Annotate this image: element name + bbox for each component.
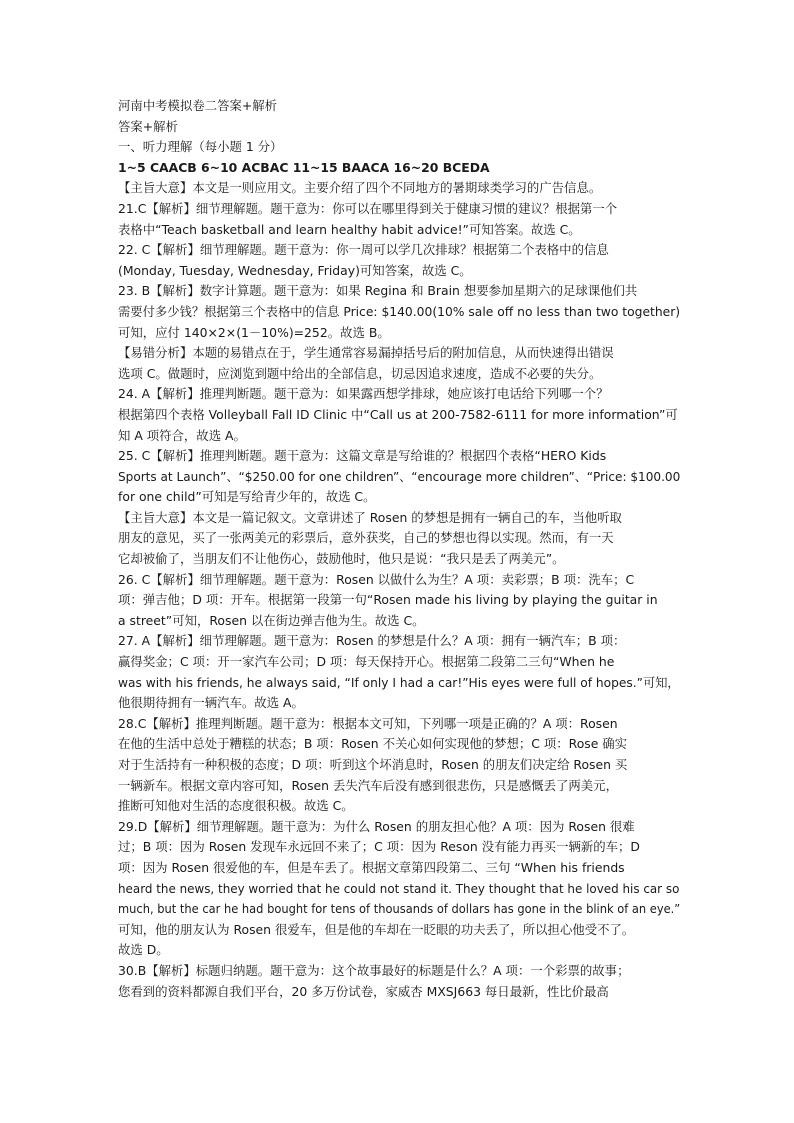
- text-line: (Monday, Tuesday, Wednesday, Friday)可知答案，故选 C。: [118, 262, 472, 278]
- text-line: 23. B【解析】数字计算题。题干意为：如果 Regina 和 Brain 想要参加星期六的足球课他们共: [118, 283, 638, 299]
- text-line: 赢得奖金；C 项：开一家汽车公司；D 项：每天保持开心。根据第二段第二三句“When he: [118, 654, 615, 670]
- text-line: 28.C【解析】推理判断题。题干意为：根据本文可知，下列哪一项是正确的？A 项：Rosen: [118, 715, 618, 731]
- text-line: 推断可知他对生活的态度很积极。故选 C。: [118, 798, 354, 814]
- text-line: 它却被偷了，当朋友们不让他伤心，鼓励他时，他只是说：“我只是丢了两美元”。: [118, 551, 565, 567]
- text-line: 他很期待拥有一辆汽车。故选 A。: [118, 695, 304, 711]
- text-line: 可知，应付 140×2×(1－10%)=252。故选 B。: [118, 324, 390, 340]
- text-line: 项：弹吉他；D 项：开车。根据第一段第一句“Rosen made his living by playing the guitar in: [118, 592, 658, 608]
- text-line: a street”可知，Rosen 以在街边弹吉他为生。故选 C。: [118, 612, 425, 628]
- text-line: Sports at Launch”、“$250.00 for one children”、“encourage more children”、“Price: $100.00: [118, 468, 681, 484]
- text-line: 26. C【解析】细节理解题。题干意为：Rosen 以做什么为生？A 项：卖彩票；B 项：洗车；C: [118, 571, 635, 587]
- text-line: 25. C【解析】推理判断题。题干意为：这篇文章是写给谁的？根据四个表格“HERO Kids: [118, 448, 607, 464]
- text-line: for one child”可知是写给青少年的，故选 C。: [118, 489, 376, 505]
- text-line: 根据第四个表格 Volleyball Fall ID Clinic 中“Call us at 200-7582-6111 for more information”可: [118, 406, 678, 422]
- text-line: 24. A【解析】推理判断题。题干意为：如果露西想学排球，她应该打电话给下列哪一个？: [118, 386, 609, 402]
- section-subtitle: 答案+解析: [118, 118, 178, 134]
- text-line: 在他的生活中总处于糟糕的状态；B 项：Rosen 不关心如何实现他的梦想；C 项：Rose 确实: [118, 736, 628, 752]
- text-line: was with his friends, he always said, “If only I had a car!”His eyes were full of hopes.”可知，: [118, 674, 680, 690]
- text-line: much, but the car he had bought for tens of thousands of dollars has gone in the blink of an eye.”: [118, 901, 681, 917]
- text-line: 知 A 项符合，故选 A。: [118, 427, 246, 443]
- text-line: 【主旨大意】本文是一则应用文。主要介绍了四个不同地方的暑期球类学习的广告信息。: [118, 180, 602, 196]
- section-heading: 一、听力理解（每小题 1 分）: [118, 139, 283, 155]
- text-line: 表格中“Teach basketball and learn healthy habit advice!”可知答案。故选 C。: [118, 221, 581, 237]
- text-line: 【易错分析】本题的易错点在于，学生通常容易漏掉括号后的附加信息，从而快速得出错误: [118, 345, 614, 361]
- footer-promo-line: 您看到的资料都源自我们平台，20 多万份试卷，家威杏 MXSJ663 每日最新，性比价最高: [118, 983, 609, 999]
- text-line: 29.D【解析】细节理解题。题干意为：为什么 Rosen 的朋友担心他？A 项：因为 Rosen 很难: [118, 818, 635, 834]
- document-title: 河南中考模拟卷二答案+解析: [118, 98, 278, 113]
- text-line: 22. C【解析】细节理解题。题干意为：你一周可以学几次排球？根据第二个表格中的信息: [118, 242, 609, 258]
- text-line: 21.C【解析】细节理解题。题干意为：你可以在哪里得到关于健康习惯的建议？根据第一个: [118, 200, 618, 216]
- text-line: 27. A【解析】细节理解题。题干意为：Rosen 的梦想是什么？A 项：拥有一辆汽车；B 项：: [118, 633, 626, 649]
- listening-answers: 1~5 CAACB 6~10 ACBAC 11~15 BAACA 16~20 BCEDA: [118, 159, 490, 175]
- text-line: 30.B【解析】标题归纳题。题干意为：这个故事最好的标题是什么？A 项：一个彩票的故事；: [118, 962, 630, 978]
- text-line: 一辆新车。根据文章内容可知，Rosen 丢失汽车后没有感到很悲伤，只是感慨丢了两美元，: [118, 777, 618, 793]
- text-line: 故选 D。: [118, 942, 169, 958]
- text-line: 项：因为 Rosen 很爱他的车，但是车丢了。根据文章第四段第二、三句 “When his friends: [118, 859, 625, 875]
- text-line: 朋友的意见，买了一张两美元的彩票后，意外获奖，自己的梦想也得以实现。然而，有一天: [118, 530, 614, 546]
- text-line: 需要付多少钱？根据第三个表格中的信息 Price: $140.00(10% sale off no less than two together): [118, 303, 681, 319]
- text-line: 可知，他的朋友认为 Rosen 很爱车，但是他的车却在一眨眼的功夫丢了，所以担心他受不了。: [118, 921, 635, 937]
- text-line: 对于生活持有一种积极的态度；D 项：听到这个坏消息时，Rosen 的朋友们决定给 Rosen 买: [118, 757, 628, 772]
- text-line: 【主旨大意】本文是一篇记叙文。文章讲述了 Rosen 的梦想是拥有一辆自己的车，当他听取: [118, 509, 622, 525]
- document-body: [118, 96, 680, 1002]
- text-line: heard the news, they worried that he could not stand it. They thought that he loved his car so: [118, 880, 680, 896]
- text-line: 过；B 项：因为 Rosen 发现车永远回不来了；C 项：因为 Reson 没有能力再买一辆新的车；D: [118, 839, 640, 855]
- text-line: 选项 C。做题时，应浏览到题中给出的全部信息，切忌因追求速度，造成不必要的失分。: [118, 365, 602, 381]
